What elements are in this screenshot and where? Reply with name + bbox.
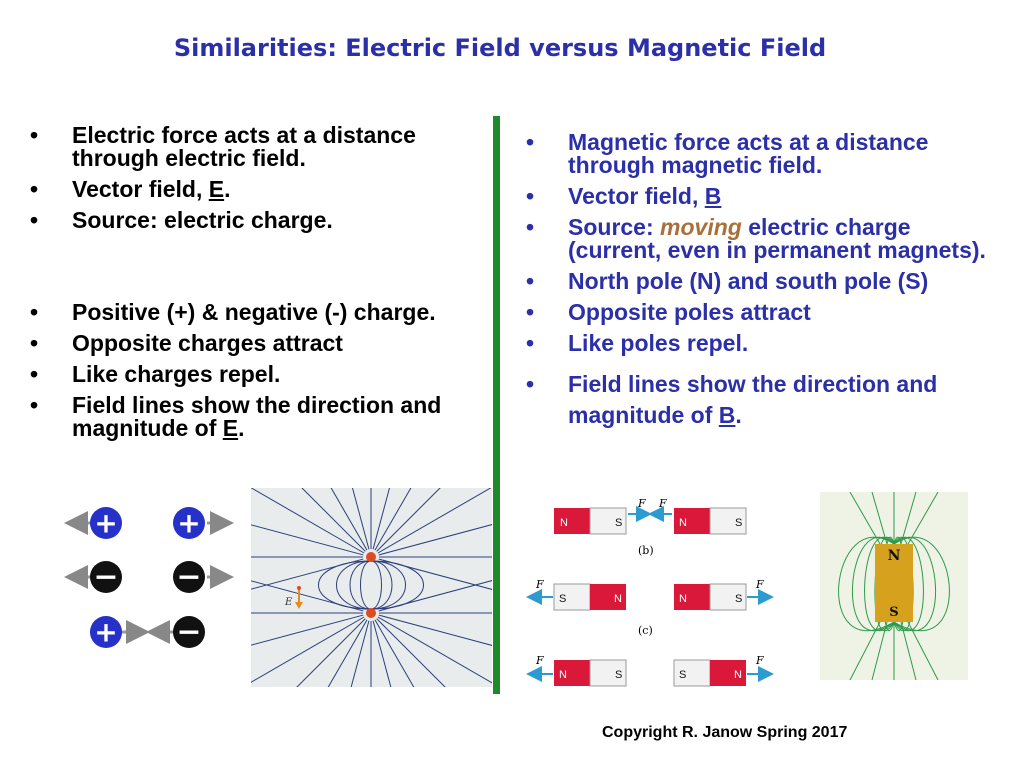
electric-dipole-field-figure: [251, 488, 492, 687]
vector-symbol: B: [704, 183, 722, 209]
positive-charge-icon: [173, 507, 205, 540]
list-item: [526, 185, 996, 208]
vector-symbol: B: [718, 402, 736, 428]
force-label: F: [536, 578, 544, 591]
north-pole-label: N: [887, 548, 901, 564]
vector-symbol: E: [208, 176, 225, 202]
list-item: [526, 131, 996, 177]
emphasized-word: moving: [660, 214, 742, 240]
bar-magnet: [554, 660, 626, 686]
slide-title: Similarities: Electric Field versus Magnetic Field: [173, 34, 827, 62]
svg-text:N: N: [734, 669, 742, 681]
magnet-field-lines-figure: [820, 492, 968, 680]
vector-symbol: E: [222, 415, 239, 441]
negative-charge-icon: [173, 615, 205, 650]
charges-diagram: [60, 500, 240, 660]
svg-text:−: −: [176, 559, 202, 595]
item-text: electric charge (current, even in permanent magnets).: [568, 214, 986, 263]
bar-magnet: [554, 508, 626, 534]
south-pole-label: S: [889, 605, 899, 620]
svg-text:N: N: [679, 593, 687, 605]
item-text: Field lines show the direction and magnitude of: [568, 371, 938, 428]
item-text: Positive (+) & negative (-) charge.: [72, 299, 436, 325]
item-text: Source:: [568, 214, 661, 240]
panel-label: (c): [638, 624, 653, 637]
item-text: Like charges repel.: [72, 361, 281, 387]
svg-text:+: +: [177, 506, 201, 540]
svg-text:N: N: [679, 517, 687, 529]
svg-text:N: N: [559, 669, 567, 681]
list-item: [30, 124, 492, 170]
item-text: Field lines show the direction and magnitude of: [72, 392, 442, 441]
svg-text:−: −: [176, 614, 202, 650]
list-item: [526, 301, 996, 324]
item-text: .: [238, 415, 245, 441]
force-label: F: [756, 578, 764, 591]
list-item: [30, 301, 492, 324]
force-label: F: [638, 497, 646, 510]
svg-text:S: S: [615, 517, 623, 529]
negative-charge-dot: [366, 608, 376, 618]
positive-charge-icon: [90, 616, 122, 649]
svg-text:N: N: [560, 517, 568, 529]
list-item: [30, 394, 492, 440]
force-label: F: [536, 654, 544, 667]
item-text: .: [735, 402, 742, 428]
panel-label: (b): [638, 544, 654, 557]
column-divider: [493, 116, 500, 694]
svg-text:S: S: [735, 593, 743, 605]
list-item: [30, 178, 492, 201]
force-label: F: [756, 654, 764, 667]
svg-text:S: S: [735, 517, 743, 529]
positive-charge-dot: [366, 552, 376, 562]
item-text: Magnetic force acts at a distance through magnetic field.: [568, 129, 929, 178]
item-text: Electric force acts at a distance through electric field.: [72, 122, 416, 171]
list-item: [526, 270, 996, 293]
list-item: [30, 332, 492, 355]
svg-text:+: +: [94, 615, 118, 649]
item-text: Like poles repel.: [568, 330, 749, 356]
item-text: North pole (N) and south pole (S): [568, 268, 929, 294]
bar-magnet: [674, 584, 746, 610]
force-label: F: [659, 497, 667, 510]
svg-text:S: S: [615, 669, 623, 681]
svg-text:−: −: [93, 559, 119, 595]
negative-charge-icon: [173, 560, 205, 595]
vector-label: E: [285, 597, 293, 608]
copyright-notice: Copyright R. Janow Spring 2017: [602, 724, 848, 741]
item-text: Vector field,: [568, 183, 705, 209]
item-text: .: [224, 176, 231, 202]
item-text: Vector field,: [72, 176, 209, 202]
item-text: Opposite poles attract: [568, 299, 811, 325]
item-text: Opposite charges attract: [72, 330, 343, 356]
magnetic-field-list: [526, 131, 996, 431]
magnet-body: [875, 544, 913, 622]
list-item: [30, 209, 492, 232]
list-item: [30, 363, 492, 386]
svg-text:S: S: [559, 593, 567, 605]
svg-text:+: +: [94, 506, 118, 540]
positive-charge-icon: [90, 507, 122, 540]
item-text: Source: electric charge.: [72, 207, 333, 233]
negative-charge-icon: [90, 560, 122, 595]
bar-magnet: [554, 584, 626, 610]
bar-magnet: [674, 660, 746, 686]
list-item: [526, 369, 996, 431]
electric-field-list: [30, 124, 492, 440]
list-item: [526, 216, 996, 262]
bar-magnets-figure: [526, 496, 776, 700]
list-item: [526, 332, 996, 355]
svg-text:S: S: [679, 669, 687, 681]
bar-magnet: [674, 508, 746, 534]
svg-text:N: N: [614, 593, 622, 605]
